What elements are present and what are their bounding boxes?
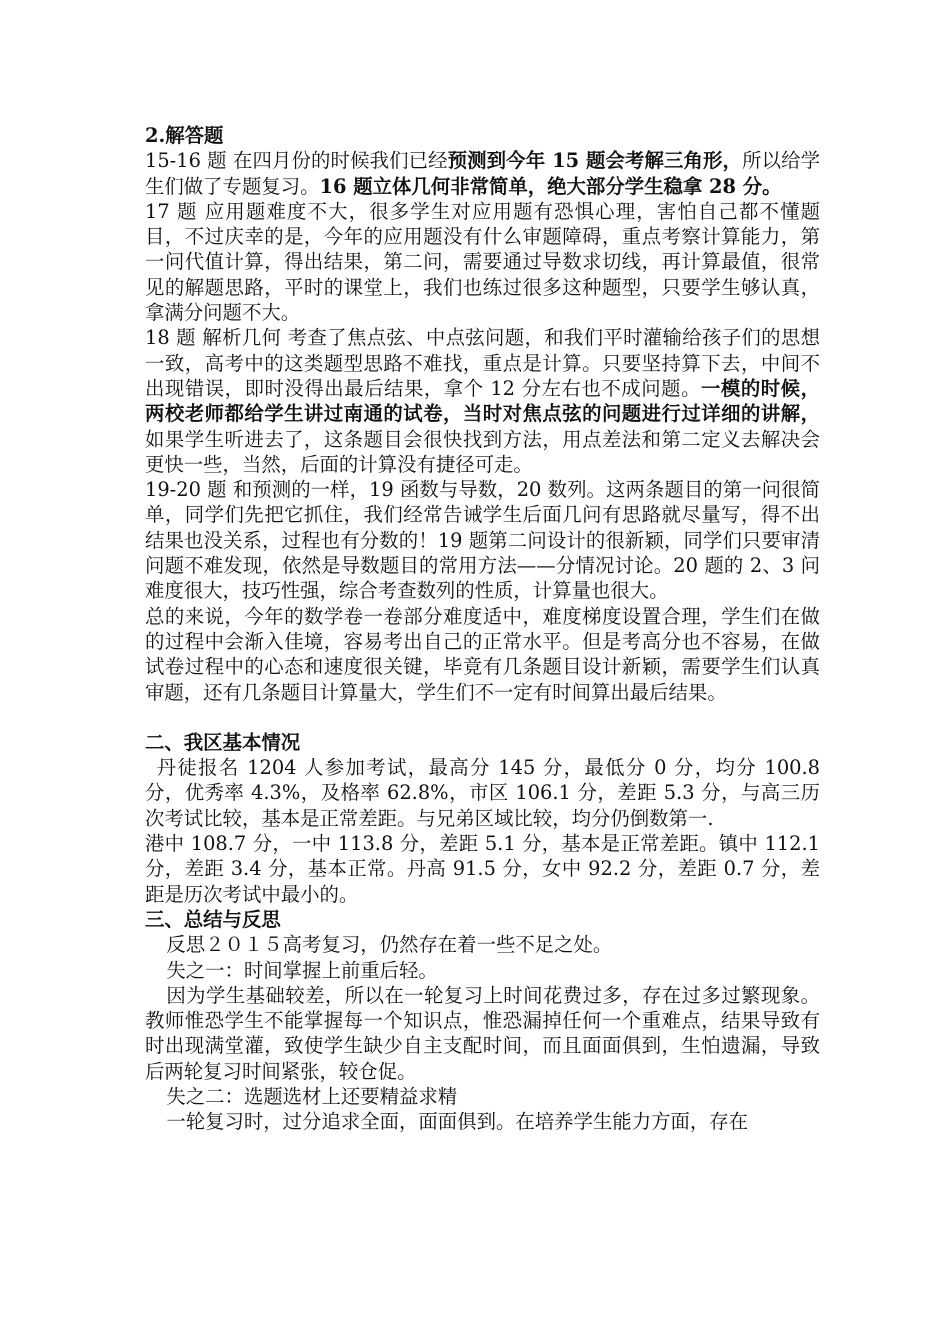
paragraph-q17: 17 题 应用题难度不大，很多学生对应用题有恐惧心理，害怕自己都不懂题目，不过庆幸的是，今年的应用题没有什么审题障碍，重点考察计算能力，第一问代值计算，得出结果，第二问，需要通过导数求切线，再计算最值，很常见的解题思路，平时的课堂上，我们也练过很多这种题型，只要学生够认真，拿满分问题不大。 [145,199,820,325]
bold-run: 一模的时候，两校老师都给学生讲过南通的试卷，当时对焦点弦的问题进行过详细的讲解， [145,376,820,426]
text-run: 如果学生听进去了，这条题目会很快找到方法，用点差法和第二定义去解决会更快一些，当然，后面的计算没有捷径可走。 [145,427,820,476]
paragraph-shortcoming-one-detail: 因为学生基础较差，所以在一轮复习上时间花费过多，存在过多过繁现象。教师惟恐学生不能掌握每一个知识点，惟恐漏掉任何一个重难点，结果导致有时出现满堂灌，致使学生缺少自主支配时间，而且面面俱到，生怕遗漏，导致后两轮复习时间紧张，较仓促。 [145,983,820,1083]
paragraph-shortcoming-two-detail: 一轮复习时，过分追求全面，面面俱到。在培养学生能力方面，存在 [166,1110,749,1134]
paragraph-district-scores: 丹徒报名 1204 人参加考试，最高分 145 分，最低分 0 分，均分 100.8 分，优秀率 4.3%，及格率 62.8%，市区 106.1 分，差距 5.3 分，与高三历次考试比较，基本是正常差距。与兄弟区域比较，均分仍倒数第一. [145,756,820,830]
text-run: 15-16 题 在四月份的时候我们已经 [145,149,448,173]
text-run: 18 题 解析几何 考查了焦点弦、中点弦问题，和我们平时灌输给孩子们的思想一致，高考中的这类题型思路不难找，重点是计算。只要坚持算下去，中间不出现错误，即时没得出最后结果，拿个 12 分左右也不成问题。 [145,326,820,400]
paragraph-school-scores: 港中 108.7 分，一中 113.8 分，差距 5.1 分，基本是正常差距。镇中 112.1 分，差距 3.4 分，基本正常。丹高 91.5 分，女中 92.2 分，差距 0.7 分，差距是历次考试中最小的。 [145,832,820,906]
paragraph-q19-20: 19-20 题 和预测的一样，19 函数与导数，20 数列。这两条题目的第一问很简单，同学们先把它抓住，我们经常告诫学生后面几问有思路就尽量写，得不出结果也没关系，过程也有分数的！19 题第二问设计的很新颖，同学们只要审清问题不难发现，依然是导数题目的常用方法——分情况讨论。20 题的 2、3 问难度很大，技巧性强，综合考查数列的性质，计算量也很大。 [145,478,820,603]
text-run: 所以给学生们做了专题复习。 [145,149,820,198]
bold-run: 16 题立体几何非常简单，绝大部分学生稳拿 28 分。 [319,174,782,198]
paragraph-shortcoming-two: 失之二：选题选材上还要精益求精 [166,1084,458,1108]
bold-run: 预测到今年 15 题会考解三角形， [447,149,743,173]
section-heading-reflection: 三、总结与反思 [145,907,281,931]
spacer [145,705,820,730]
paragraph-q15-16 [145,148,820,199]
section-heading-district: 二、我区基本情况 [145,730,301,754]
paragraph-reflection-intro: 反思２０１５高考复习，仍然存在着一些不足之处。 [166,933,613,957]
paragraph-shortcoming-one: 失之一：时间掌握上前重后轻。 [166,958,438,982]
paragraph-q18 [145,325,820,477]
paragraph-summary: 总的来说，今年的数学卷一卷部分难度适中，难度梯度设置合理，学生们在做的过程中会渐入佳境，容易考出自己的正常水平。但是考高分也不容易，在做试卷过程中的心态和速度很关键，毕竟有几条题目设计新颖，需要学生们认真审题，还有几条题目计算量大，学生们不一定有时间算出最后结果。 [145,604,820,704]
section-heading-answer-questions: 2.解答题 [145,124,224,147]
